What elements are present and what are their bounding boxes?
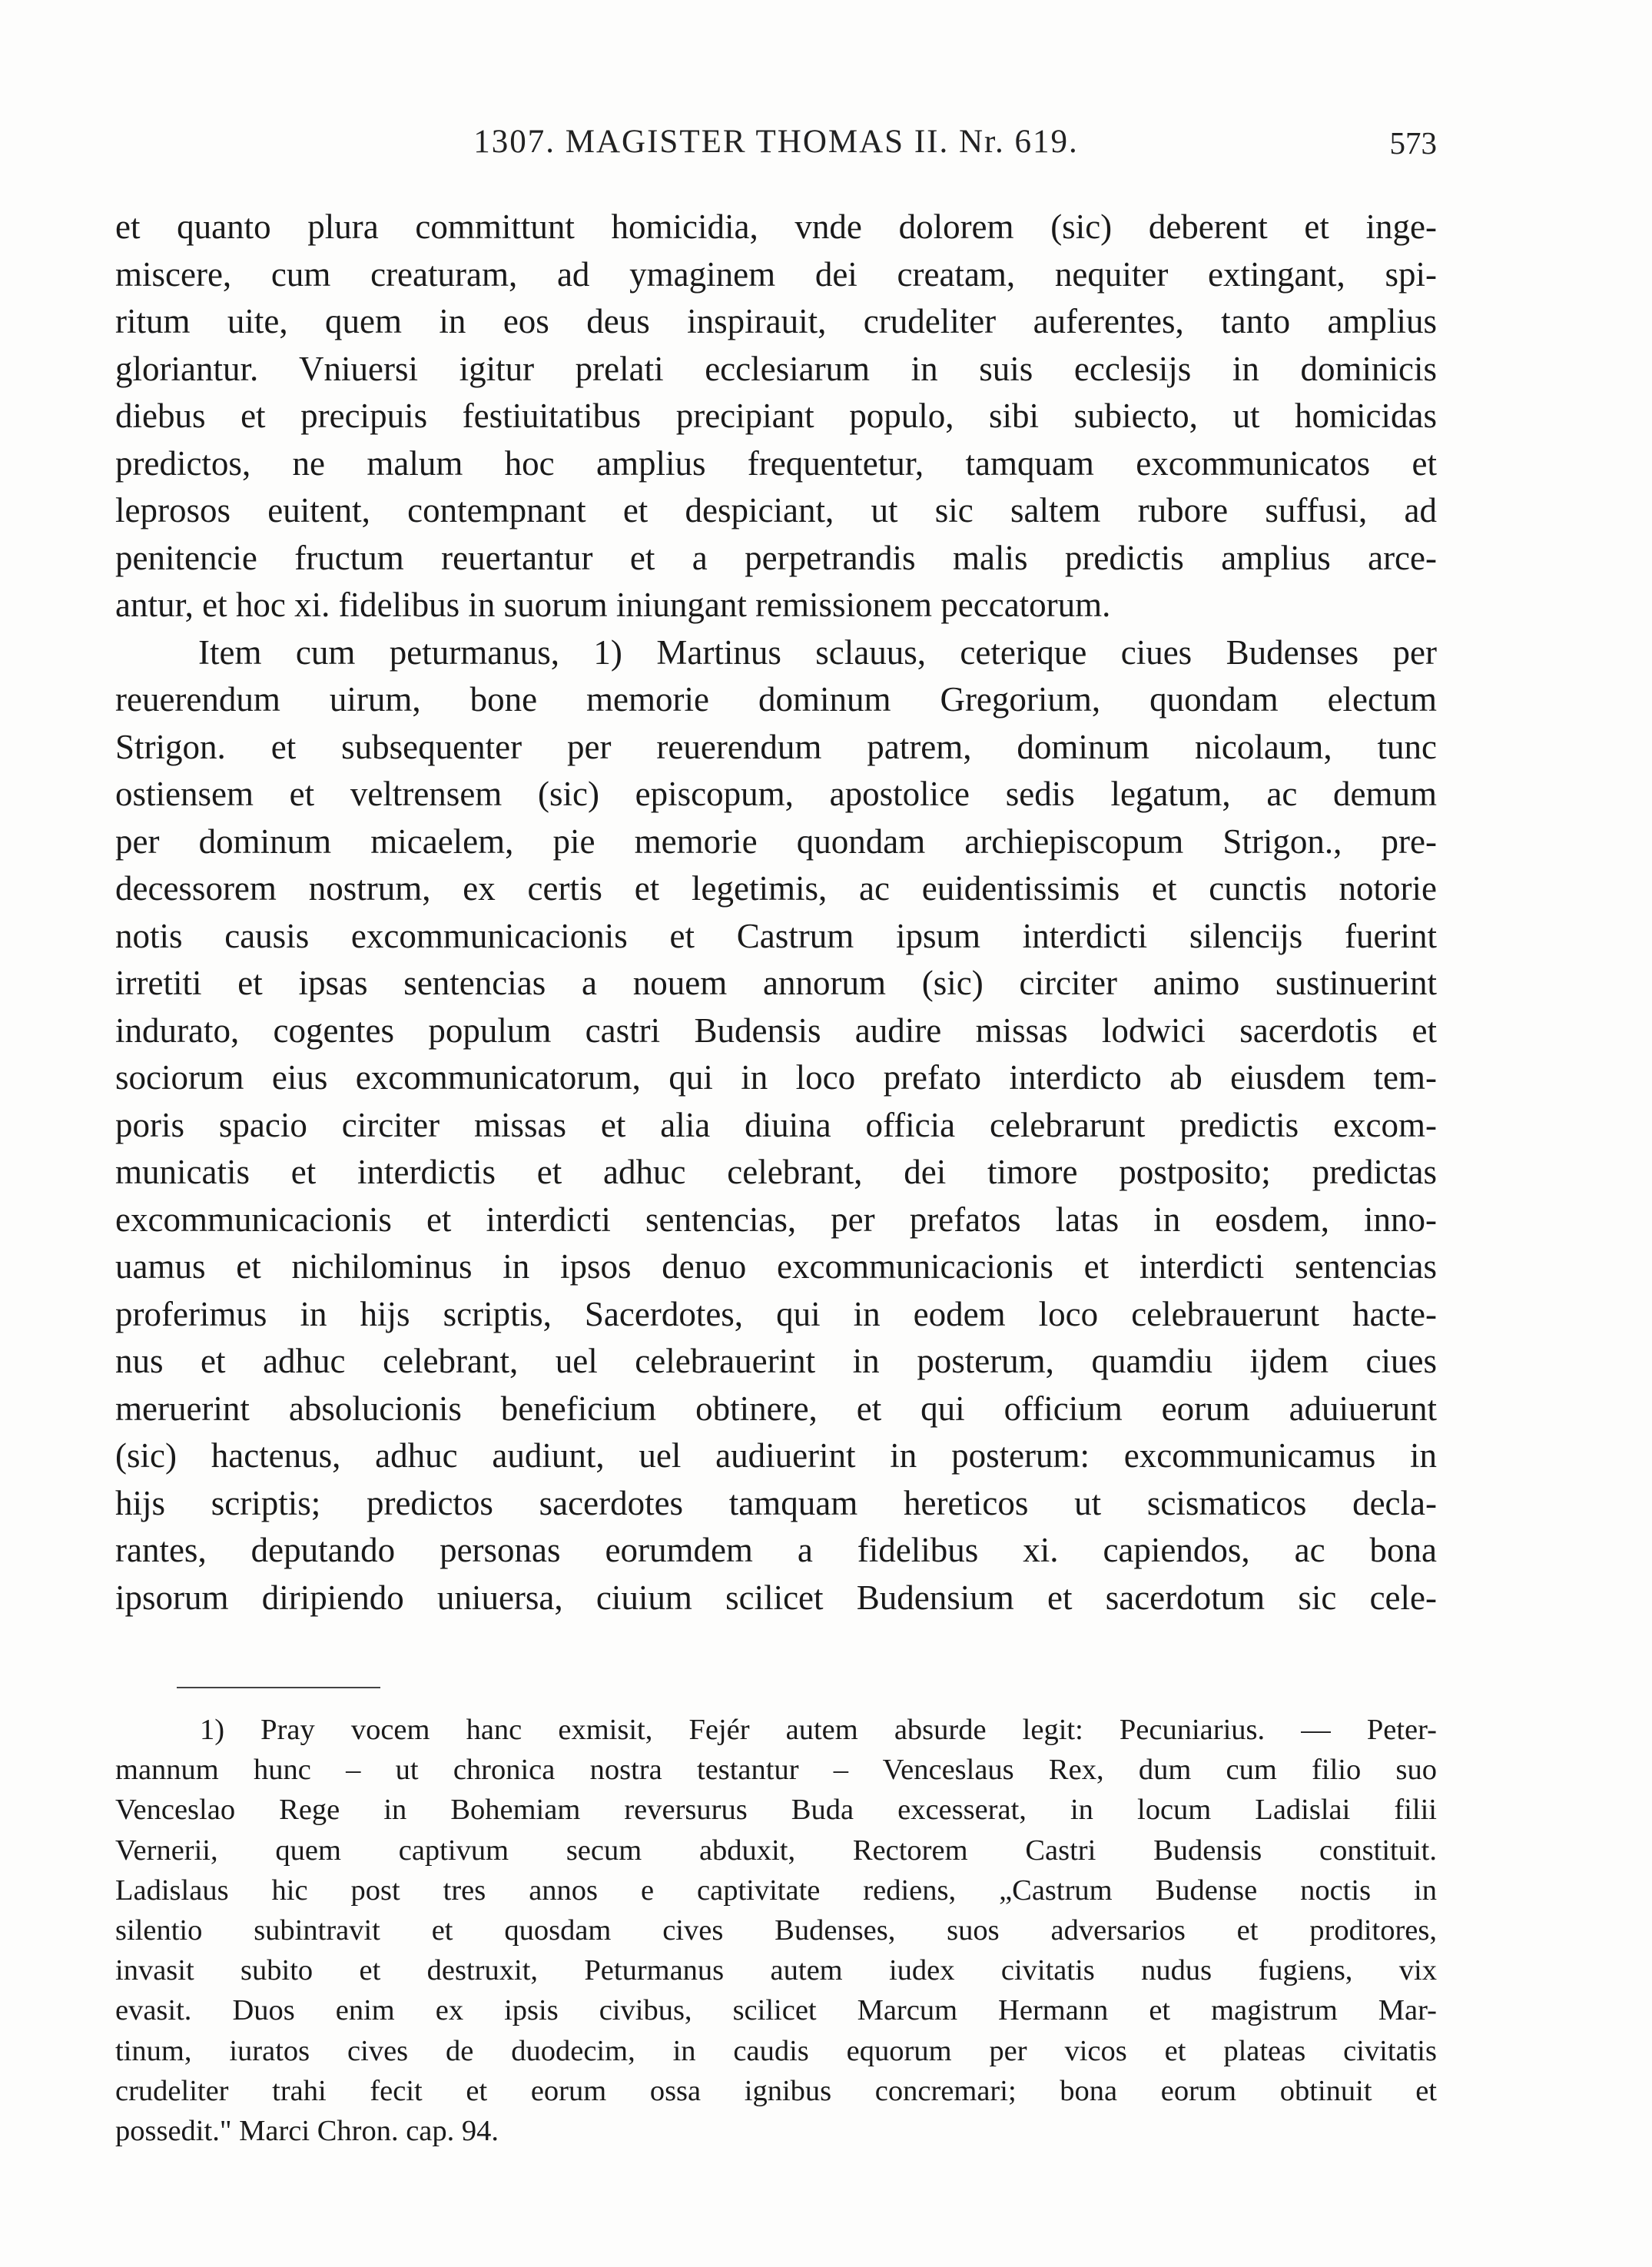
text-line: penitencie fructum reuertantur et a perpetrandis malis predictis amplius arce- xyxy=(115,538,1437,577)
text-line: antur, et hoc xi. fidelibus in suorum iniungant remissionem peccatorum. xyxy=(115,586,1111,624)
footnote-line: tinum, iuratos cives de duodecim, in caudis equorum per vicos et plateas civitatis xyxy=(115,2034,1437,2067)
text-line: proferimus in hijs scriptis, Sacerdotes, qui in eodem loco celebrauerunt hacte- xyxy=(115,1294,1437,1333)
footnote-line: Venceslao Rege in Bohemiam reversurus Buda excesserat, in locum Ladislai filii xyxy=(115,1794,1437,1827)
footnote-line: Vernerii, quem captivum secum abduxit, Rectorem Castri Budensis constituit. xyxy=(115,1834,1437,1867)
footnote-separator xyxy=(177,1687,380,1688)
text-line: uamus et nichilominus in ipsos denuo excommunicacionis et interdicti sentencias xyxy=(115,1247,1437,1286)
text-line: decessorem nostrum, ex certis et legetimis, ac euidentissimis et cunctis notorie xyxy=(115,869,1437,908)
text-line: ostiensem et veltrensem (sic) episcopum, apostolice sedis legatum, ac demum xyxy=(115,775,1437,813)
text-line: ritum uite, quem in eos deus inspirauit, crudeliter auferentes, tanto amplius xyxy=(115,302,1437,340)
footnote-line: mannum hunc – ut chronica nostra testantur – Venceslaus Rex, dum cum filio suo xyxy=(115,1754,1437,1787)
page-number: 573 xyxy=(1389,125,1437,161)
text-line: rantes, deputando personas eorumdem a fidelibus xi. capiendos, ac bona xyxy=(115,1531,1437,1569)
footnote-line: possedit." Marci Chron. cap. 94. xyxy=(115,2114,499,2147)
text-line: per dominum micaelem, pie memorie quondam archiepiscopum Strigon., pre- xyxy=(115,821,1437,861)
text-line: ipsorum diripiendo uniuersa, ciuium scilicet Budensium et sacerdotum sic cele- xyxy=(115,1578,1437,1617)
text-line: hijs scriptis; predictos sacerdotes tamquam hereticos ut scismaticos decla- xyxy=(115,1483,1437,1522)
text-line: irretiti et ipsas sentencias a nouem annorum (sic) circiter animo sustinuerint xyxy=(115,964,1437,1002)
text-line: (sic) hactenus, adhuc audiunt, uel audiuerint in posterum: excommunicamus in xyxy=(115,1436,1437,1475)
text-line: indurato, cogentes populum castri Budensis audire missas lodwici sacerdotis et xyxy=(115,1011,1437,1050)
text-line: et quanto plura committunt homicidia, vnde dolorem (sic) deberent et inge- xyxy=(115,207,1437,246)
footnote-line: 1) Pray vocem hanc exmisit, Fejér autem absurde legit: Pecuniarius. — Peter- xyxy=(200,1714,1437,1746)
footnote-line: invasit subito et destruxit, Peturmanus autem iudex civitatis nudus fugiens, vix xyxy=(115,1954,1437,1987)
text-line: municatis et interdictis et adhuc celebrant, dei timore postposito; predictas xyxy=(115,1153,1437,1191)
running-head: 1307. MAGISTER THOMAS II. Nr. 619. xyxy=(473,124,1079,160)
footnote-line: evasit. Duos enim ex ipsis civibus, scilicet Marcum Hermann et magistrum Mar- xyxy=(115,1994,1437,2027)
text-line: sociorum eius excommunicatorum, qui in loco prefato interdicto ab eiusdem tem- xyxy=(115,1058,1437,1097)
paragraph-1 xyxy=(115,204,1437,629)
text-line: poris spacio circiter missas et alia diuina officia celebrarunt predictis excom- xyxy=(115,1105,1437,1144)
footnote-line: silentio subintravit et quosdam cives Budenses, suos adversarios et proditores, xyxy=(115,1914,1437,1947)
text-line: meruerint absolucionis beneficium obtinere, et qui officium eorum aduiuerunt xyxy=(115,1389,1437,1428)
page-header xyxy=(115,123,1437,169)
body-text xyxy=(115,204,1437,1621)
text-line: leprosos euitent, contempnant et despiciant, ut sic saltem rubore suffusi, ad xyxy=(115,491,1437,529)
text-line: Strigon. et subsequenter per reuerendum patrem, dominum nicolaum, tunc xyxy=(115,727,1437,766)
footnote xyxy=(115,1710,1437,2151)
footnote-line: crudeliter trahi fecit et eorum ossa ignibus concremari; bona eorum obtinuit et xyxy=(115,2074,1437,2107)
text-line: diebus et precipuis festiuitatibus precipiant populo, sibi subiecto, ut homicidas xyxy=(115,397,1437,435)
text-line: gloriantur. Vniuersi igitur prelati ecclesiarum in suis ecclesijs in dominicis xyxy=(115,349,1437,388)
text-line: reuerendum uirum, bone memorie dominum Gregorium, quondam electum xyxy=(115,680,1437,719)
paragraph-2 xyxy=(115,629,1437,1622)
text-line: nus et adhuc celebrant, uel celebrauerint in posterum, quamdiu ijdem ciues xyxy=(115,1342,1437,1380)
footnote-line: Ladislaus hic post tres annos e captivitate rediens, „Castrum Budense noctis in xyxy=(115,1874,1437,1907)
text-line: Item cum peturmanus, 1) Martinus sclauus, ceterique ciues Budenses per xyxy=(198,632,1437,672)
text-line: miscere, cum creaturam, ad ymaginem dei creatam, nequiter extingant, spi- xyxy=(115,254,1437,294)
text-line: notis causis excommunicacionis et Castrum ipsum interdicti silencijs fuerint xyxy=(115,916,1437,955)
text-line: predictos, ne malum hoc amplius frequentetur, tamquam excommunicatos et xyxy=(115,443,1437,483)
text-line: excommunicacionis et interdicti sentencias, per prefatos latas in eosdem, inno- xyxy=(115,1200,1437,1239)
